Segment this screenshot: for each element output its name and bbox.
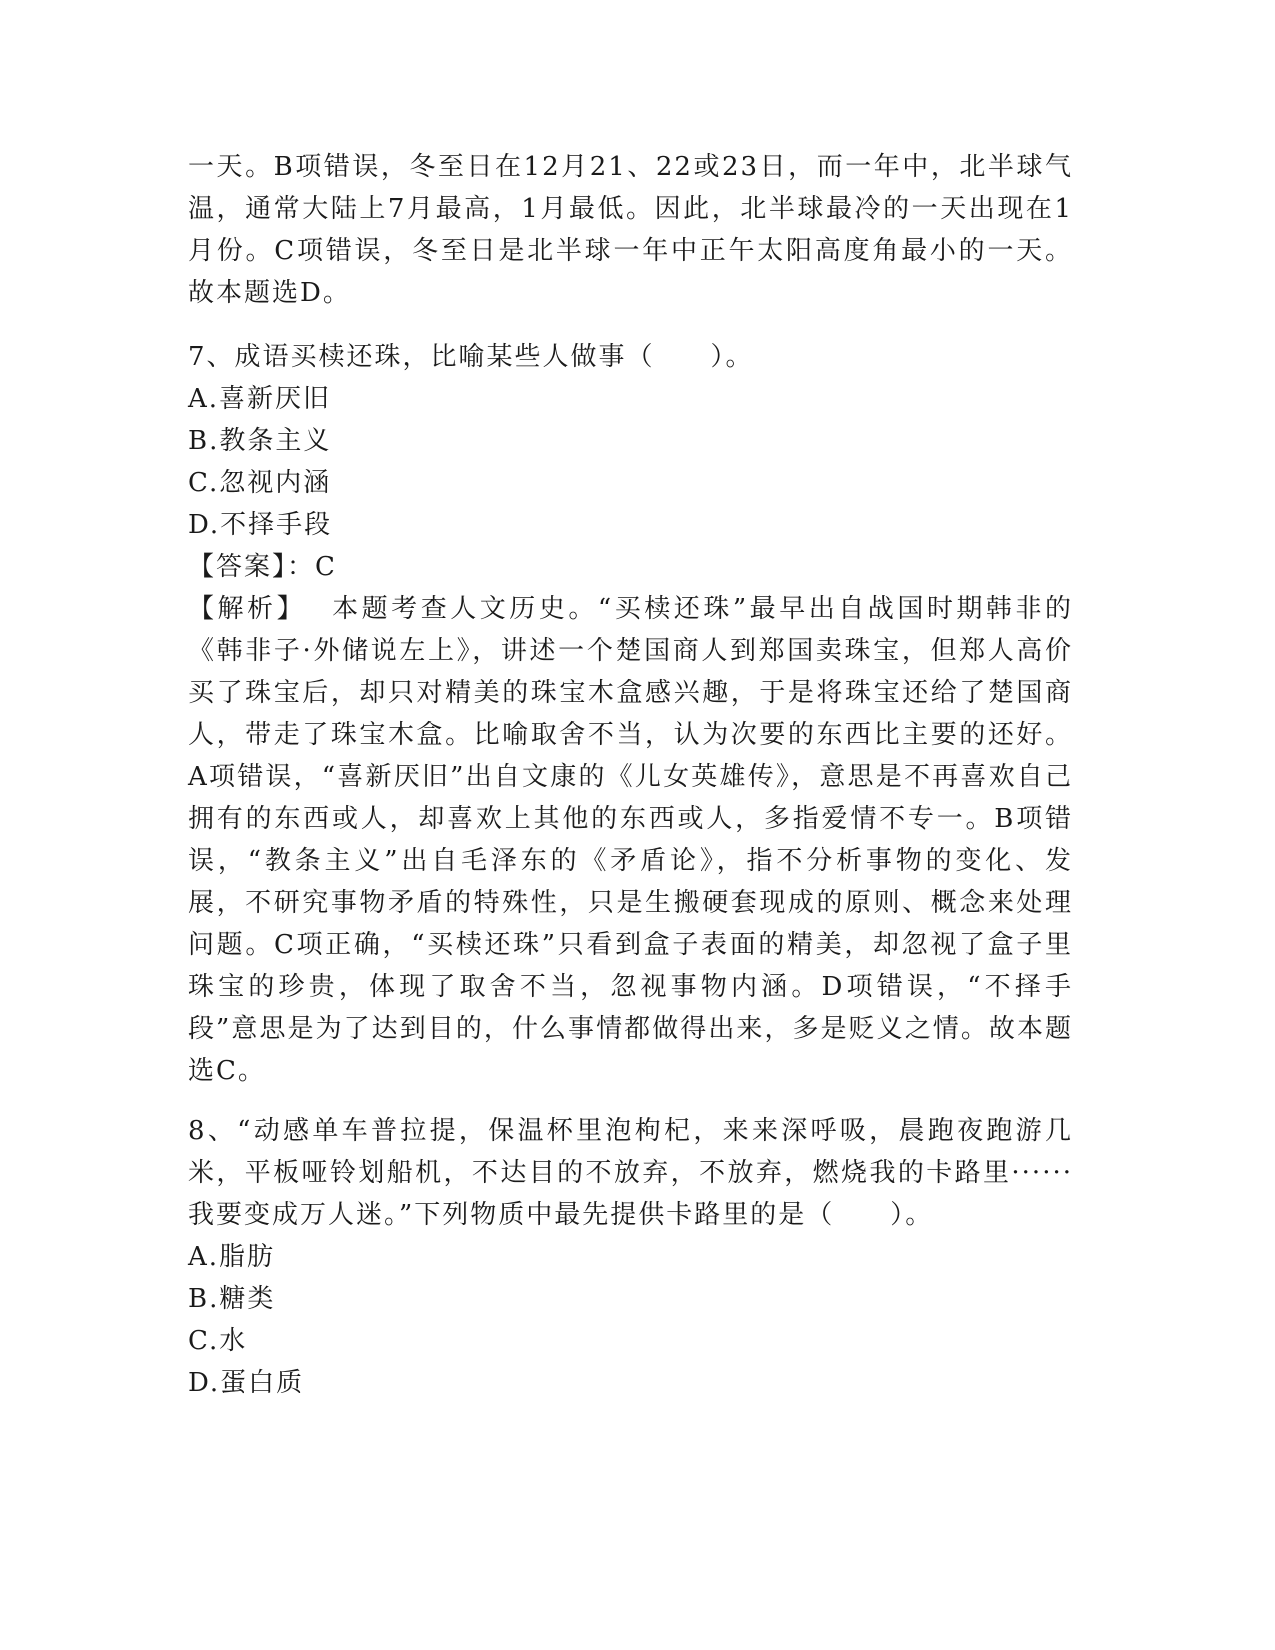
- question-7-option-a: A.喜新厌旧: [188, 384, 332, 414]
- analysis-text: 本题考查人文历史。“买椟还珠”最早出自战国时期韩非的《韩非子·外储说左上》，讲述一个楚国商人到郑国卖珠宝，但郑人高价买了珠宝后，却只对精美的珠宝木盒感兴趣，于是将珠宝还给了楚国商人，带走了珠宝木盒。比喻取舍不当，认为次要的东西比主要的还好。A项错误，“喜新厌旧”出自文康的《儿女英雄传》，意思是不再喜欢自己拥有的东西或人，却喜欢上其他的东西或人，多指爱情不专一。B项错误，“教条主义”出自毛泽东的《矛盾论》，指不分析事物的变化、发展，不研究事物矛盾的特殊性，只是生搬硬套现成的原则、概念来处理问题。C项正确，“买椟还珠”只看到盒子表面的精美，却忽视了盒子里珠宝的珍贵，体现了取舍不当，忽视事物内涵。D项错误，“不择手段”意思是为了达到目的，什么事情都做得出来，多是贬义之情。故本题选C。: [188, 594, 1073, 1086]
- question-8-stem: 8、“动感单车普拉提，保温杯里泡枸杞，来来深呼吸，晨跑夜跑游几米，平板哑铃划船机，不达目的不放弃，不放弃，燃烧我的卡路里······我要变成万人迷。”下列物质中最先提供卡路里的是（ ）。: [188, 1116, 1073, 1230]
- question-7-stem: 7、成语买椟还珠，比喻某些人做事（ ）。: [188, 342, 754, 372]
- analysis-label: 【解析】: [188, 594, 307, 624]
- question-7-analysis: [188, 588, 1073, 1092]
- question-7-option-d: D.不择手段: [188, 510, 333, 540]
- question-8-option-c: C.水: [188, 1326, 248, 1356]
- question-7-answer: 【答案】：C: [188, 552, 337, 582]
- spacer: [188, 1092, 1073, 1110]
- page-content: [188, 146, 1073, 1404]
- question-8-option-b: B.糖类: [188, 1284, 276, 1314]
- previous-explanation-tail: 一天。B项错误，冬至日在12月21、22或23日，而一年中，北半球气温，通常大陆上7月最高，1月最低。因此，北半球最冷的一天出现在1月份。C项错误，冬至日是北半球一年中正午太阳高度角最小的一天。故本题选D。: [188, 152, 1073, 308]
- spacer: [188, 314, 1073, 336]
- question-8-option-d: D.蛋白质: [188, 1368, 305, 1398]
- question-8: [188, 1110, 1073, 1404]
- question-7-option-b: B.教条主义: [188, 426, 332, 456]
- question-7-option-c: C.忽视内涵: [188, 468, 332, 498]
- question-8-option-a: A.脂肪: [188, 1242, 276, 1272]
- question-7: [188, 336, 1073, 1092]
